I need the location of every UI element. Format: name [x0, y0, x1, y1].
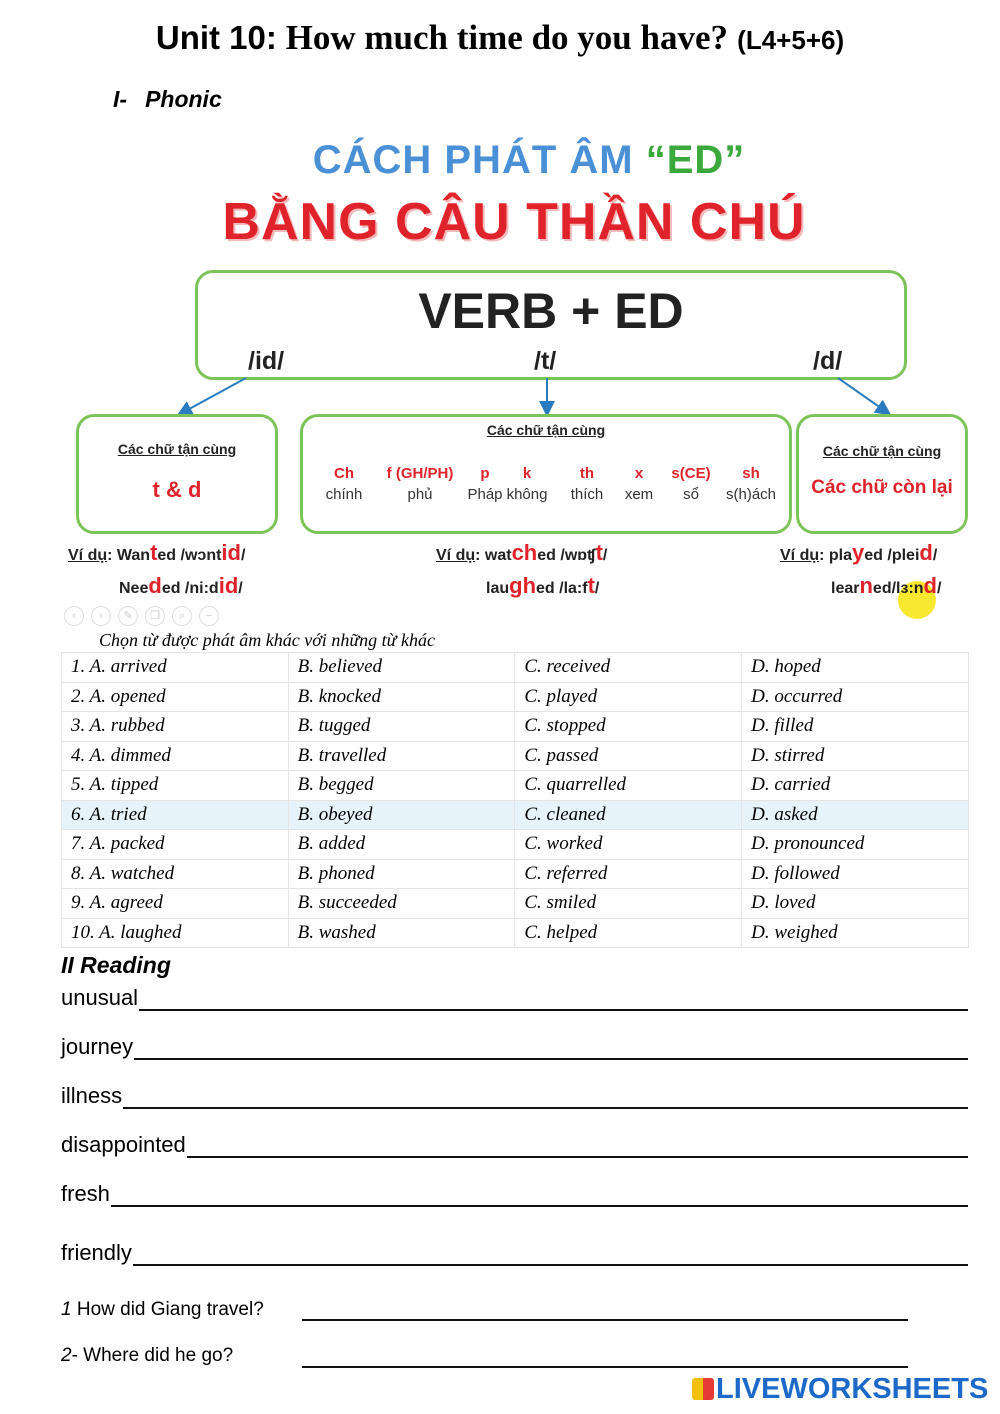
- t-ending-item: [711, 465, 791, 503]
- copy-icon[interactable]: ❐: [145, 606, 165, 626]
- vocab-row: [61, 1240, 968, 1266]
- table-row: [62, 918, 969, 948]
- vocab-row: [61, 985, 968, 1011]
- box-caption: Các chữ tận cùng: [486, 422, 606, 438]
- answer-option[interactable]: 8. A. watched: [62, 859, 289, 889]
- answer-line[interactable]: [187, 1136, 968, 1158]
- example-part: t: [595, 540, 603, 565]
- example-part: /: [240, 547, 246, 564]
- answer-option[interactable]: B. tugged: [288, 712, 515, 742]
- answer-option[interactable]: D. asked: [742, 800, 969, 830]
- table-row: [62, 712, 969, 742]
- liveworksheets-logo: LIVEWORKSHEETS: [692, 1373, 988, 1406]
- pronunciation-table: [61, 652, 969, 948]
- example-t-1: Ví dụ: watched /wɒʧt/: [436, 540, 608, 565]
- vocab-row: [61, 1034, 968, 1060]
- table-row: [62, 741, 969, 771]
- vocab-row: [61, 1181, 968, 1207]
- box-d-endings: [796, 414, 968, 534]
- t-ending-word: sổ: [683, 486, 699, 503]
- unit-question: How much time do you have?: [276, 18, 728, 57]
- table-row: [62, 771, 969, 801]
- example-part: lear: [831, 580, 860, 597]
- example-part: id: [218, 573, 239, 598]
- t-ending-letter: k: [522, 465, 532, 482]
- example-part: t: [587, 573, 595, 598]
- example-part: d: [923, 573, 937, 598]
- example-part: gh: [509, 573, 537, 598]
- example-part: Nee: [119, 580, 149, 597]
- vocab-word: illness: [61, 1083, 123, 1108]
- table-row: [62, 653, 969, 683]
- answer-option[interactable]: C. referred: [515, 859, 742, 889]
- example-part: d: [919, 540, 933, 565]
- phoneme-d: /d/: [813, 347, 843, 375]
- t-ending-letter: x: [634, 465, 644, 482]
- answer-line[interactable]: [134, 1038, 968, 1060]
- answer-option[interactable]: 10. A. laughed: [62, 918, 289, 948]
- t-ending-word: xem: [624, 486, 654, 503]
- answer-option[interactable]: D. weighed: [742, 918, 969, 948]
- answer-option[interactable]: C. worked: [515, 830, 742, 860]
- answer-option[interactable]: C. passed: [515, 741, 742, 771]
- answer-option[interactable]: D. occurred: [742, 682, 969, 712]
- example-part: lau: [486, 580, 510, 597]
- example-part: ed/lɜ:n: [872, 580, 924, 597]
- table-row: [62, 800, 969, 830]
- answer-option[interactable]: B. believed: [288, 653, 515, 683]
- answer-option[interactable]: B. phoned: [288, 859, 515, 889]
- example-part: ed /plei: [864, 547, 920, 564]
- example-id-2: [119, 573, 243, 599]
- example-part: Wan: [116, 547, 151, 564]
- answer-option[interactable]: C. cleaned: [515, 800, 742, 830]
- arrows: [0, 0, 1000, 440]
- question-1: 1 How did Giang travel?: [61, 1299, 264, 1320]
- exercise-instruction: Chọn từ được phát âm khác với những từ khác: [99, 630, 435, 650]
- prev-icon[interactable]: ‹: [64, 606, 84, 626]
- answer-line[interactable]: [123, 1087, 968, 1109]
- table-row: [62, 859, 969, 889]
- answer-option[interactable]: C. received: [515, 653, 742, 683]
- answer-option[interactable]: B. succeeded: [288, 889, 515, 919]
- box-t-endings: [300, 414, 792, 534]
- d-ending: Các chữ còn lại: [811, 477, 953, 498]
- vocab-word: unusual: [61, 985, 139, 1010]
- verb-ed-label: VERB + ED: [418, 283, 684, 339]
- answer-option[interactable]: D. hoped: [742, 653, 969, 683]
- answer-line[interactable]: [139, 989, 968, 1011]
- table-row: [62, 889, 969, 919]
- t-ending-letter: sh: [742, 465, 760, 482]
- play-icon[interactable]: ›: [91, 606, 111, 626]
- answer-option[interactable]: 1. A. arrived: [62, 653, 289, 683]
- t-ending-letter: th: [579, 465, 595, 482]
- example-part: t: [150, 540, 158, 565]
- answer-option[interactable]: B. knocked: [288, 682, 515, 712]
- answer-option[interactable]: 3. A. rubbed: [62, 712, 289, 742]
- example-part: d: [148, 573, 162, 598]
- phoneme-id: /id/: [248, 347, 285, 375]
- edit-icon[interactable]: ✎: [118, 606, 138, 626]
- arrow-d: [838, 378, 888, 413]
- t-ending-letter: Ch: [334, 465, 354, 482]
- infographic-title: CÁCH PHÁT ÂM “ED”: [312, 138, 746, 182]
- example-d-2: [831, 573, 941, 599]
- example-part: n: [859, 573, 873, 598]
- example-part: id: [221, 540, 241, 565]
- answer-option[interactable]: 2. A. opened: [62, 682, 289, 712]
- t-ending-letter: f (GH/PH): [386, 465, 454, 482]
- arrow-id: [180, 378, 246, 414]
- example-part: pla: [828, 547, 853, 564]
- example-t-2: [486, 573, 599, 599]
- example-part: ed /ni:d: [161, 580, 219, 597]
- vocab-row: [61, 1083, 968, 1109]
- answer-line-2[interactable]: [302, 1366, 908, 1368]
- answer-option[interactable]: D. filled: [742, 712, 969, 742]
- example-part: ed /wɔnt: [157, 547, 222, 564]
- vocab-row: [61, 1132, 968, 1158]
- infographic-subtitle: BẰNG CÂU THẦN CHÚ: [222, 193, 806, 251]
- answer-option[interactable]: C. quarrelled: [515, 771, 742, 801]
- example-part: /: [602, 547, 608, 564]
- answer-option[interactable]: 6. A. tried: [62, 800, 289, 830]
- lesson-label: (L4+5+6): [737, 25, 845, 55]
- t-ending-word: thích: [570, 486, 604, 503]
- vocab-word: disappointed: [61, 1132, 186, 1157]
- answer-option[interactable]: C. helped: [515, 918, 742, 948]
- t-ending-letter: s(CE): [671, 465, 711, 482]
- example-part: /: [594, 580, 600, 597]
- question-2: 2- Where did he go?: [61, 1345, 234, 1366]
- vocab-word: fresh: [61, 1181, 110, 1206]
- id-ending: t & d: [152, 477, 202, 502]
- example-d-1: Ví dụ: played /pleid/: [780, 540, 938, 565]
- answer-option[interactable]: D. loved: [742, 889, 969, 919]
- answer-option[interactable]: B. begged: [288, 771, 515, 801]
- t-ending-item: [304, 465, 384, 503]
- answer-line[interactable]: [133, 1244, 968, 1266]
- example-part: /: [932, 547, 938, 564]
- vocab-word: friendly: [61, 1240, 132, 1265]
- section-heading-phonic: I- Phonic: [113, 86, 222, 112]
- minus-icon[interactable]: −: [199, 606, 219, 626]
- t-ending-word: s(h)ách: [725, 486, 777, 503]
- answer-option[interactable]: C. smiled: [515, 889, 742, 919]
- answer-option[interactable]: B. added: [288, 830, 515, 860]
- example-id-1: Ví dụ: Wanted /wɔntid/: [68, 540, 246, 565]
- example-part: y: [852, 540, 865, 565]
- answer-option[interactable]: B. washed: [288, 918, 515, 948]
- answer-option[interactable]: 9. A. agreed: [62, 889, 289, 919]
- t-ending-word: chính: [325, 486, 363, 503]
- box-id-endings: [76, 414, 278, 534]
- answer-option[interactable]: C. stopped: [515, 712, 742, 742]
- table-row: [62, 682, 969, 712]
- answer-option[interactable]: D. carried: [742, 771, 969, 801]
- example-part: ch: [511, 540, 538, 565]
- zoom-icon[interactable]: ⌕: [172, 606, 192, 626]
- vocab-word: journey: [61, 1034, 134, 1059]
- answer-option[interactable]: D. pronounced: [742, 830, 969, 860]
- section-heading-reading: II Reading: [61, 952, 171, 978]
- t-ending-letter: p: [480, 465, 490, 482]
- answer-option[interactable]: B. obeyed: [288, 800, 515, 830]
- example-part: wat: [484, 547, 512, 564]
- example-part: /: [937, 580, 942, 597]
- logo-icon: [692, 1378, 714, 1400]
- answer-option[interactable]: 5. A. tipped: [62, 771, 289, 801]
- answer-option[interactable]: 4. A. dimmed: [62, 741, 289, 771]
- answer-option[interactable]: B. travelled: [288, 741, 515, 771]
- t-ending-word: phủ: [407, 486, 433, 503]
- example-part: ed /wɒʧ: [537, 547, 596, 564]
- t-ending-word: không: [506, 486, 548, 503]
- example-part: /: [238, 580, 243, 597]
- table-row: [62, 830, 969, 860]
- answer-option[interactable]: 7. A. packed: [62, 830, 289, 860]
- box-caption: Các chữ tận cùng: [822, 443, 942, 459]
- unit-label: Unit 10:: [155, 19, 277, 56]
- answer-line-1[interactable]: [302, 1319, 908, 1321]
- phoneme-t: /t/: [534, 347, 557, 375]
- answer-option[interactable]: C. played: [515, 682, 742, 712]
- example-part: ed /la:f: [536, 580, 588, 597]
- box-caption: Các chữ tận cùng: [117, 441, 237, 457]
- answer-line[interactable]: [111, 1185, 968, 1207]
- t-ending-word: Pháp: [467, 486, 503, 503]
- answer-option[interactable]: D. followed: [742, 859, 969, 889]
- answer-option[interactable]: D. stirred: [742, 741, 969, 771]
